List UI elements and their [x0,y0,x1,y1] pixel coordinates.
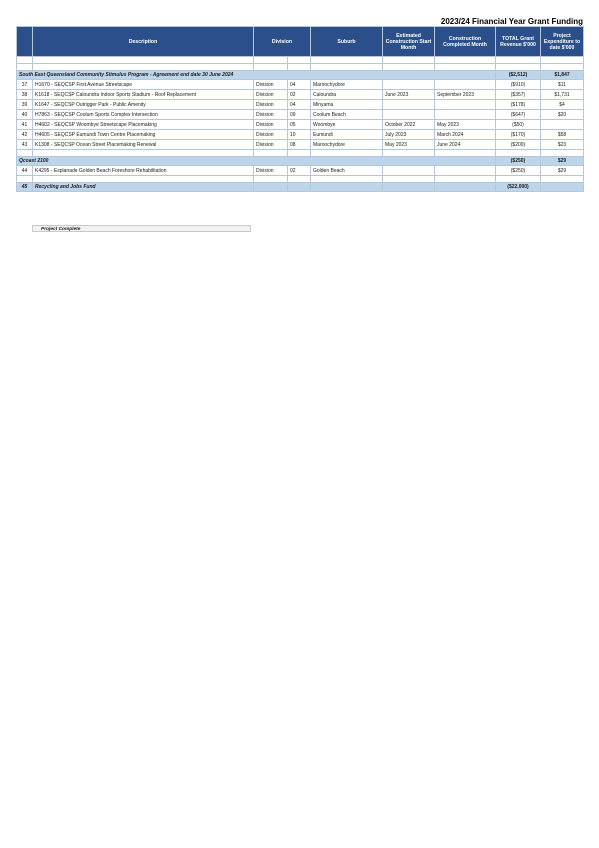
section-grant-revenue: ($250) [496,157,541,166]
grant-funding-table [16,26,584,192]
section-title: South East Queensland Community Stimulus Program - Agreement end date 30 June 2024 [17,71,496,80]
row-number: 41 [17,120,33,130]
row-expenditure: $29 [541,166,584,176]
row-completed-month [435,110,496,120]
row-division: Division [254,90,288,100]
legend-project-complete: Project Complete [32,225,251,232]
table-row [17,100,584,110]
row-suburb: Caloundra [311,90,383,100]
row-division-code: 05 [288,120,311,130]
row-number: 42 [17,130,33,140]
row-grant-revenue: ($200) [496,140,541,150]
row-number: 39 [17,100,33,110]
section-grant-revenue: ($22,000) [496,183,541,192]
section-row-seqcsp [17,71,584,80]
row-grant-revenue: ($357) [496,90,541,100]
row-number: 40 [17,110,33,120]
row-expenditure: $4 [541,100,584,110]
row-completed-month [435,80,496,90]
row-division-code: 02 [288,166,311,176]
row-suburb: Golden Beach [311,166,383,176]
blank-row [17,57,584,64]
row-suburb: Woombye [311,120,383,130]
row-suburb: Coolum Beach [311,110,383,120]
table-row [17,130,584,140]
row-expenditure: $58 [541,130,584,140]
row-expenditure [541,120,584,130]
section-expenditure: $1,847 [541,71,584,80]
blank-row [17,64,584,71]
table-row [17,110,584,120]
row-division-code: 04 [288,80,311,90]
row-completed-month: March 2024 [435,130,496,140]
row-suburb: Maroochydore [311,80,383,90]
row-completed-month: May 2023 [435,120,496,130]
row-start-month [383,80,435,90]
row-completed-month: June 2024 [435,140,496,150]
row-start-month [383,166,435,176]
header-description: Description [33,27,254,57]
row-description: H1670 - SEQCSP First Avenue Streetscape [33,80,254,90]
row-expenditure: $20 [541,110,584,120]
row-division-code: 09 [288,110,311,120]
header-grant-revenue: TOTAL Grant Revenue $'000 [496,27,541,57]
row-division-code: 02 [288,90,311,100]
section-row-recycling [17,183,584,192]
section-title: Qcoast 2100 [17,157,496,166]
row-division: Division [254,100,288,110]
row-completed-month [435,100,496,110]
header-completed: Construction Completed Month [435,27,496,57]
blank-row [17,150,584,157]
row-description: K1308 - SEQCSP Ocean Street Placemaking Renewal [33,140,254,150]
row-description: H4605 - SEQCSP Eumundi Town Centre Placemaking [33,130,254,140]
row-division: Division [254,140,288,150]
row-division: Division [254,120,288,130]
row-start-month [383,110,435,120]
table-row [17,120,584,130]
row-start-month [383,100,435,110]
row-suburb: Eumundi [311,130,383,140]
row-completed-month [435,166,496,176]
row-number: 37 [17,80,33,90]
row-grant-revenue: ($178) [496,100,541,110]
row-number: 44 [17,166,33,176]
row-grant-revenue: ($250) [496,166,541,176]
header-division: Division [254,27,311,57]
page-title: 2023/24 Financial Year Grant Funding [440,17,583,26]
table-row [17,140,584,150]
row-description: H4602 - SEQCSP Woombye Streetscape Placemaking [33,120,254,130]
row-number: 38 [17,90,33,100]
section-row-qcoast [17,157,584,166]
row-suburb: Minyama [311,100,383,110]
row-division-code: 04 [288,100,311,110]
section-grant-revenue: ($2,512) [496,71,541,80]
row-division: Division [254,80,288,90]
row-number: 43 [17,140,33,150]
row-division: Division [254,110,288,120]
row-description: K1647 - SEQCSP Outrigger Park - Public Amenity [33,100,254,110]
row-division: Division [254,166,288,176]
row-expenditure: $1,731 [541,90,584,100]
header-est-start: Estimated Construction Start Month [383,27,435,57]
row-expenditure: $23 [541,140,584,150]
row-suburb: Maroochydore [311,140,383,150]
row-grant-revenue: ($50) [496,120,541,130]
header-expenditure: Project Expenditure to date $'000 [541,27,584,57]
header-number [17,27,33,57]
row-grant-revenue: ($170) [496,130,541,140]
row-start-month: June 2023 [383,90,435,100]
row-description: K4295 - Esplanade Golden Beach Foreshore Rehabilitation [33,166,254,176]
row-division-code: 08 [288,140,311,150]
section-title: Recycling and Jobs Fund [33,183,254,192]
header-suburb: Suburb [311,27,383,57]
row-grant-revenue: ($647) [496,110,541,120]
row-grant-revenue: ($910) [496,80,541,90]
row-start-month: October 2022 [383,120,435,130]
row-completed-month: September 2023 [435,90,496,100]
table-row [17,90,584,100]
table-header-row [17,27,584,57]
table-row [17,80,584,90]
row-start-month: May 2023 [383,140,435,150]
row-division-code: 10 [288,130,311,140]
blank-row [17,176,584,183]
row-expenditure: $11 [541,80,584,90]
section-expenditure [541,183,584,192]
row-description: K1618 - SEQCSP Caloundra Indoor Sports Stadium - Roof Replacement [33,90,254,100]
row-start-month: July 2023 [383,130,435,140]
row-division: Division [254,130,288,140]
table-row [17,166,584,176]
section-number: 45 [17,183,33,192]
section-expenditure: $29 [541,157,584,166]
row-description: H7863 - SEQCSP Coolum Sports Complex Intersection [33,110,254,120]
